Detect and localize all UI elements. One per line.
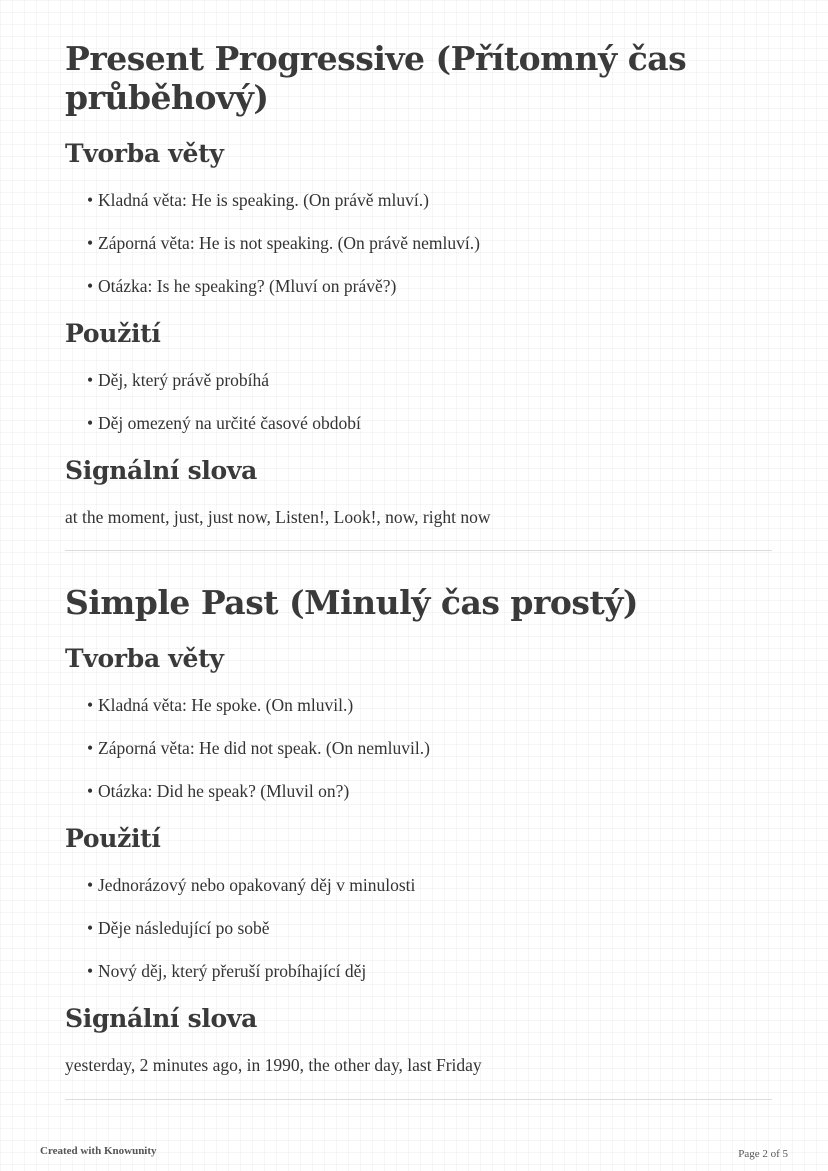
section-heading: Použití (65, 824, 161, 853)
list-item: • Děje následující po sobě (65, 917, 772, 939)
footer-page-indicator: Page 2 of 5 (738, 1148, 788, 1160)
signal-words (65, 1054, 772, 1076)
section-divider (65, 550, 772, 551)
section-divider (65, 1099, 772, 1100)
list-item: • Děj omezený na určité časové období (65, 412, 772, 434)
list-item: • Kladná věta: He is speaking. (On právě mluví.) (65, 189, 772, 211)
section-heading: Tvorba věty (65, 139, 224, 168)
signal-heading (65, 455, 772, 487)
formation-heading (65, 138, 772, 170)
list-item: • Záporná věta: He did not speak. (On nemluvil.) (65, 737, 772, 759)
section-title-present-progressive (65, 39, 772, 117)
section-heading: Tvorba věty (65, 644, 224, 673)
signal-words-text: yesterday, 2 minutes ago, in 1990, the other day, last Friday (65, 1055, 482, 1075)
list-item: • Jednorázový nebo opakovaný děj v minulosti (65, 874, 772, 896)
formation-heading (65, 643, 772, 675)
usage-heading (65, 823, 772, 855)
list-item: • Kladná věta: He spoke. (On mluvil.) (65, 694, 772, 716)
signal-words-text: at the moment, just, just now, Listen!, Look!, now, right now (65, 507, 491, 527)
usage-heading (65, 318, 772, 350)
list-item: • Děj, který právě probíhá (65, 369, 772, 391)
page-title: Present Progressive (Přítomný čas průběhový) (65, 39, 687, 117)
section-title-simple-past (65, 583, 772, 622)
signal-words (65, 506, 772, 528)
footer-created-with: Created with Knowunity (40, 1145, 157, 1157)
section-heading: Signální slova (65, 1004, 258, 1033)
section-title: Simple Past (Minulý čas prostý) (65, 583, 638, 622)
list-item: • Otázka: Is he speaking? (Mluví on právě?) (65, 275, 772, 297)
section-heading: Signální slova (65, 456, 258, 485)
section-heading: Použití (65, 319, 161, 348)
list-item: • Otázka: Did he speak? (Mluvil on?) (65, 780, 772, 802)
signal-heading (65, 1003, 772, 1035)
list-item: • Záporná věta: He is not speaking. (On právě nemluví.) (65, 232, 772, 254)
list-item: • Nový děj, který přeruší probíhající děj (65, 960, 772, 982)
